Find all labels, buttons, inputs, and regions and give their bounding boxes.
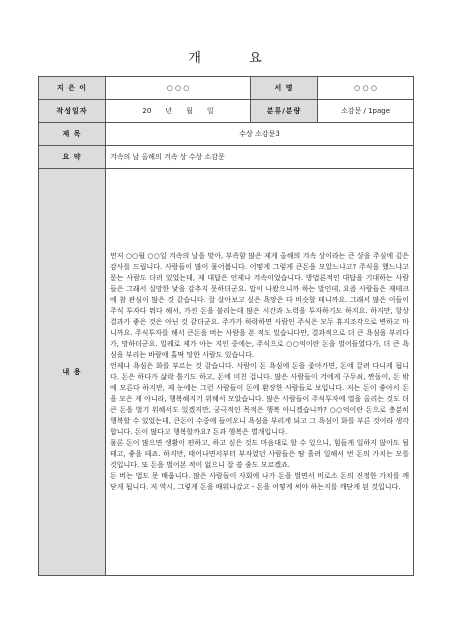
content-body [106, 169, 414, 576]
content-paragraph: 먼저 ○○월 ○○일 겨속의 날을 맞아, 부족함 많은 제게 올해의 겨속 상이라는 큰 상을 주심에 깊은 감사를 드립니다. 사람들이 많이 물어봅니다. 어떻게 그렇게 큰돈을 모았느냐고? 주식을 했느냐고 묻는 사람도 더러 있었는데, 제 대답은 언제나 겨속이었습니다. 방법론적인 대답을 기대하는 사람들은 그래서 실망한 낯을 감추지 못하더군요. 말이 나왔으니까 하는 말인데, 요즘 사람들은 재테크에 참 관심이 많은 것 같습니다. 잘 살아보고 싶은 욕망은 다 비슷할 테니까요. 그래서 많은 이들이 주식 투자다 뭐다 해서, 가진 돈을 불리는데 많은 시간과 노력을 투자하기도 하지요. 하지만, 항상 결과가 좋은 것은 아닌 것 같더군요. 주가가 하락하면 사람인 주식은 모두 휴지조각으로 변하고 마니까요. 주식투자를 해서 큰돈을 버는 사람을 본 적도 있습니다만, 결과적으로 더 큰 욕심을 부리다가, 망하더군요. 일례로 제가 아는 지인 중에는, 주식으로 ○○억이란 돈을 벌어들였다가, 더 큰 욕심을 부리는 바람에 홀딱 망한 사람도 있습니다. [110, 252, 409, 359]
summary-value: 겨속의 날 올해의 겨속 상 수상 소감문 [106, 146, 414, 169]
signature-value: ○ ○ ○ [318, 77, 414, 100]
title-row [39, 123, 414, 146]
page-title: 개 요 [188, 51, 284, 66]
author-row [39, 77, 414, 100]
overview-form [38, 76, 414, 576]
title-value: 수상 소감문3 [106, 123, 414, 146]
content-paragraph: 언제나 욕심은 화를 부르는 것 같습니다. 사람이 돈 욕심에 돈을 좇아가면, 돈에 끌려 다니게 됩니다. 돈은 하다가 삶락 틀기도 하고, 돈에 미친 겁니다. 많은 사람들이 겨에게 구두쇠, 짠돌이, 돈 밖에 모른다 하지만, 제 눈에는 그런 사람들이 돈에 환장한 사람들로 보입니다. 저는 돈이 좋아서 돈을 모은 게 아니라, 행복해지기 위해서 모았습니다. 많은 사람들이 주식투자에 열을 올리는 것도 더 큰 돈을 벌기 위해서도 있겠지만, 궁극적인 목적은 행복 아니겠습니까? ○○억이란 돈으로 충분히 행복할 수 있었는데, 큰돈이 수중에 들어오니 욕심을 부리게 되고 그 욕심이 화를 부른 것이라 생각합니다. 돈이 많다고 행복할까요? 돈과 행복은 별개입니다. [110, 362, 409, 436]
category-label: 분류/분량 [251, 100, 318, 123]
summary-label: 요 약 [39, 146, 106, 169]
date-value [106, 100, 251, 123]
date-row [39, 100, 414, 123]
content-paragraph: 돈 버는 법도 못 배웁니다. 많은 사람들이 사회에 나가 돈을 벌면서 비로소 돈의 진정한 가치를 깨닫게 됩니다. 저 역시, 그렇게 돈을 배워나갔고 - 돈을 어떻게 써야 하는지를 깨닫게 된 것입니다. [110, 472, 409, 491]
date-month-unit: 월 [186, 107, 193, 115]
summary-row [39, 146, 414, 169]
date-day-unit: 일 [206, 107, 214, 115]
author-label: 지 은 이 [39, 77, 106, 100]
date-label: 작성일자 [39, 100, 106, 123]
signature-label: 서 명 [251, 77, 318, 100]
author-value: ○ ○ ○ [106, 77, 251, 100]
content-paragraph: 물론 돈이 많으면 생활이 편하고, 하고 싶은 것도 마음대로 할 수 있으니, 힘들게 일하지 않아도 될 테고, 좋을 테죠. 하지만, 태어나면서부터 부자였던 사람들은 땀 흘려 일해서 번 돈의 가치는 모를 것입니다. 또 돈을 벌어본 적이 없으니 잘 쓸 줄도 모르겠죠. [110, 439, 409, 469]
title-label: 제 목 [39, 123, 106, 146]
content-label: 내 용 [39, 169, 106, 576]
category-value: 소감문 / 1page [318, 100, 414, 123]
content-row [39, 169, 414, 576]
date-year: 20 [142, 107, 152, 115]
date-year-unit: 년 [165, 107, 173, 115]
